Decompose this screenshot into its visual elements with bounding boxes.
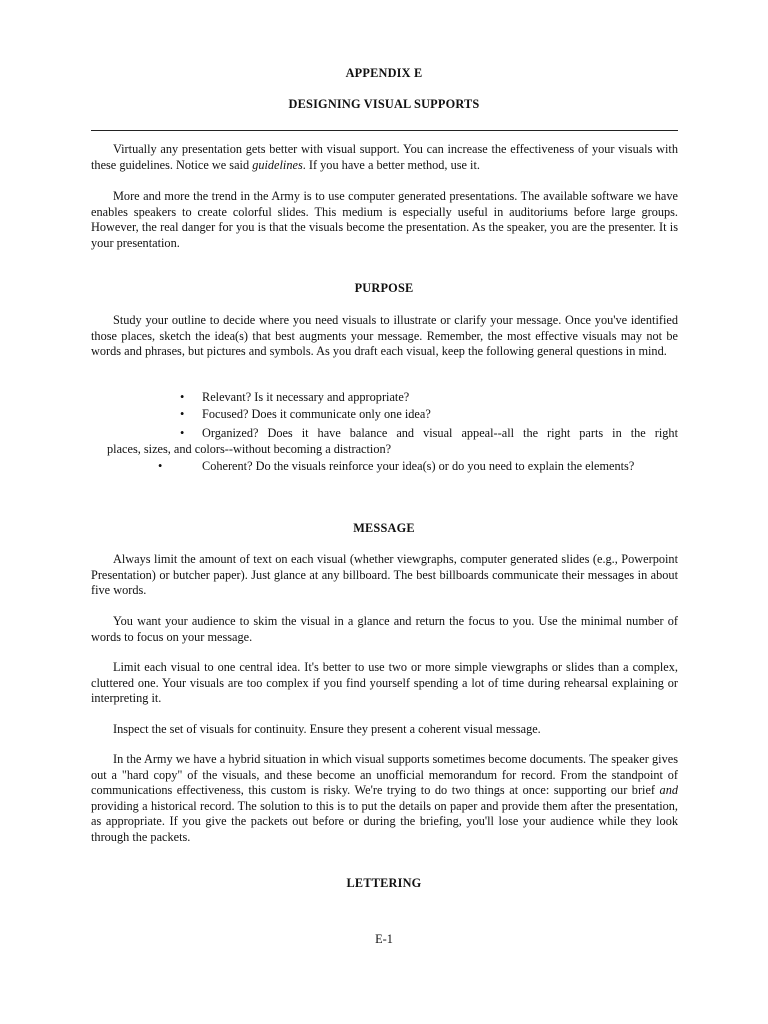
title-divider [91,130,678,131]
section-heading-purpose: PURPOSE [354,281,414,295]
section-heading-message: MESSAGE [353,521,415,535]
document-title: DESIGNING VISUAL SUPPORTS [288,97,480,111]
purpose-paragraph: Study your outline to decide where you need visuals to illustrate or clarify your message. Once you've identified those places, sketch the idea(s) that best augments your message. Remember, the most effective visuals may not be words and phrases, but pictures and symbols. As you draft each visual, keep the following general questions in mind. [91,313,678,358]
section-heading-lettering: LETTERING [346,876,422,890]
bullet-icon: • [180,426,185,440]
bullet-item-organized: • Organized? Does it have balance and visual appeal--all the right parts in the right [180,426,678,440]
message-paragraph-2: You want your audience to skim the visual in a glance and return the focus to you. Use the minimal number of words to focus on your message. [91,614,678,644]
appendix-label: APPENDIX E [345,66,423,80]
intro-paragraph-1: Virtually any presentation gets better with visual support. You can increase the effectiveness of your visuals with these guidelines. Notice we said guidelines. If you have a better method, use it. [91,142,678,172]
message-paragraph-1: Always limit the amount of text on each visual (whether viewgraphs, computer generated slides (e.g., Powerpoint Presentation) or butcher paper). Just glance at any billboard. The best billboards communicate their messages in about five words. [91,552,678,597]
message-paragraph-5: In the Army we have a hybrid situation in which visual supports sometimes become documents. The speaker gives out a "hard copy" of the visuals, and these become an unofficial memorandum for record. From the standpoint of communications effectiveness, this custom is risky. We're trying to do two things at once: supporting our brief and providing a historical record. The solution to this is to put the details on paper and provide them after the presentation, as appropriate. If you give the packets out before or during the briefing, you'll lose your audience while they look through the packets. [91,752,678,844]
message-paragraph-4: Inspect the set of visuals for continuity. Ensure they present a coherent visual message. [113,722,541,736]
intro-paragraph-2: More and more the trend in the Army is to use computer generated presentations. The available software we have enables speakers to create colorful slides. This medium is especially useful in auditoriums before large groups. However, the real danger for you is that the visuals become the presentation. As the speaker, you are the presenter. It is your presentation. [91,189,678,250]
bullet-item-coherent: • Coherent? Do the visuals reinforce your idea(s) or do you need to explain the elements? [158,459,635,473]
bullet-icon: • [158,459,163,473]
bullet-item-relevant: • Relevant? Is it necessary and appropriate? [180,390,410,404]
bullet-item-organized-continuation: places, sizes, and colors--without becoming a distraction? [107,442,392,456]
emphasis-and: and [659,783,678,797]
bullet-icon: • [180,407,185,421]
bullet-item-focused: • Focused? Does it communicate only one idea? [180,407,431,421]
message-paragraph-3: Limit each visual to one central idea. It's better to use two or more simple viewgraphs or slides than a complex, cluttered one. Your visuals are too complex if you find yourself spending a lot of time during rehearsal explaining or interpreting it. [91,660,678,705]
emphasis-guidelines: guidelines [252,157,303,172]
page-number: E-1 [375,932,393,946]
bullet-icon: • [180,390,185,404]
